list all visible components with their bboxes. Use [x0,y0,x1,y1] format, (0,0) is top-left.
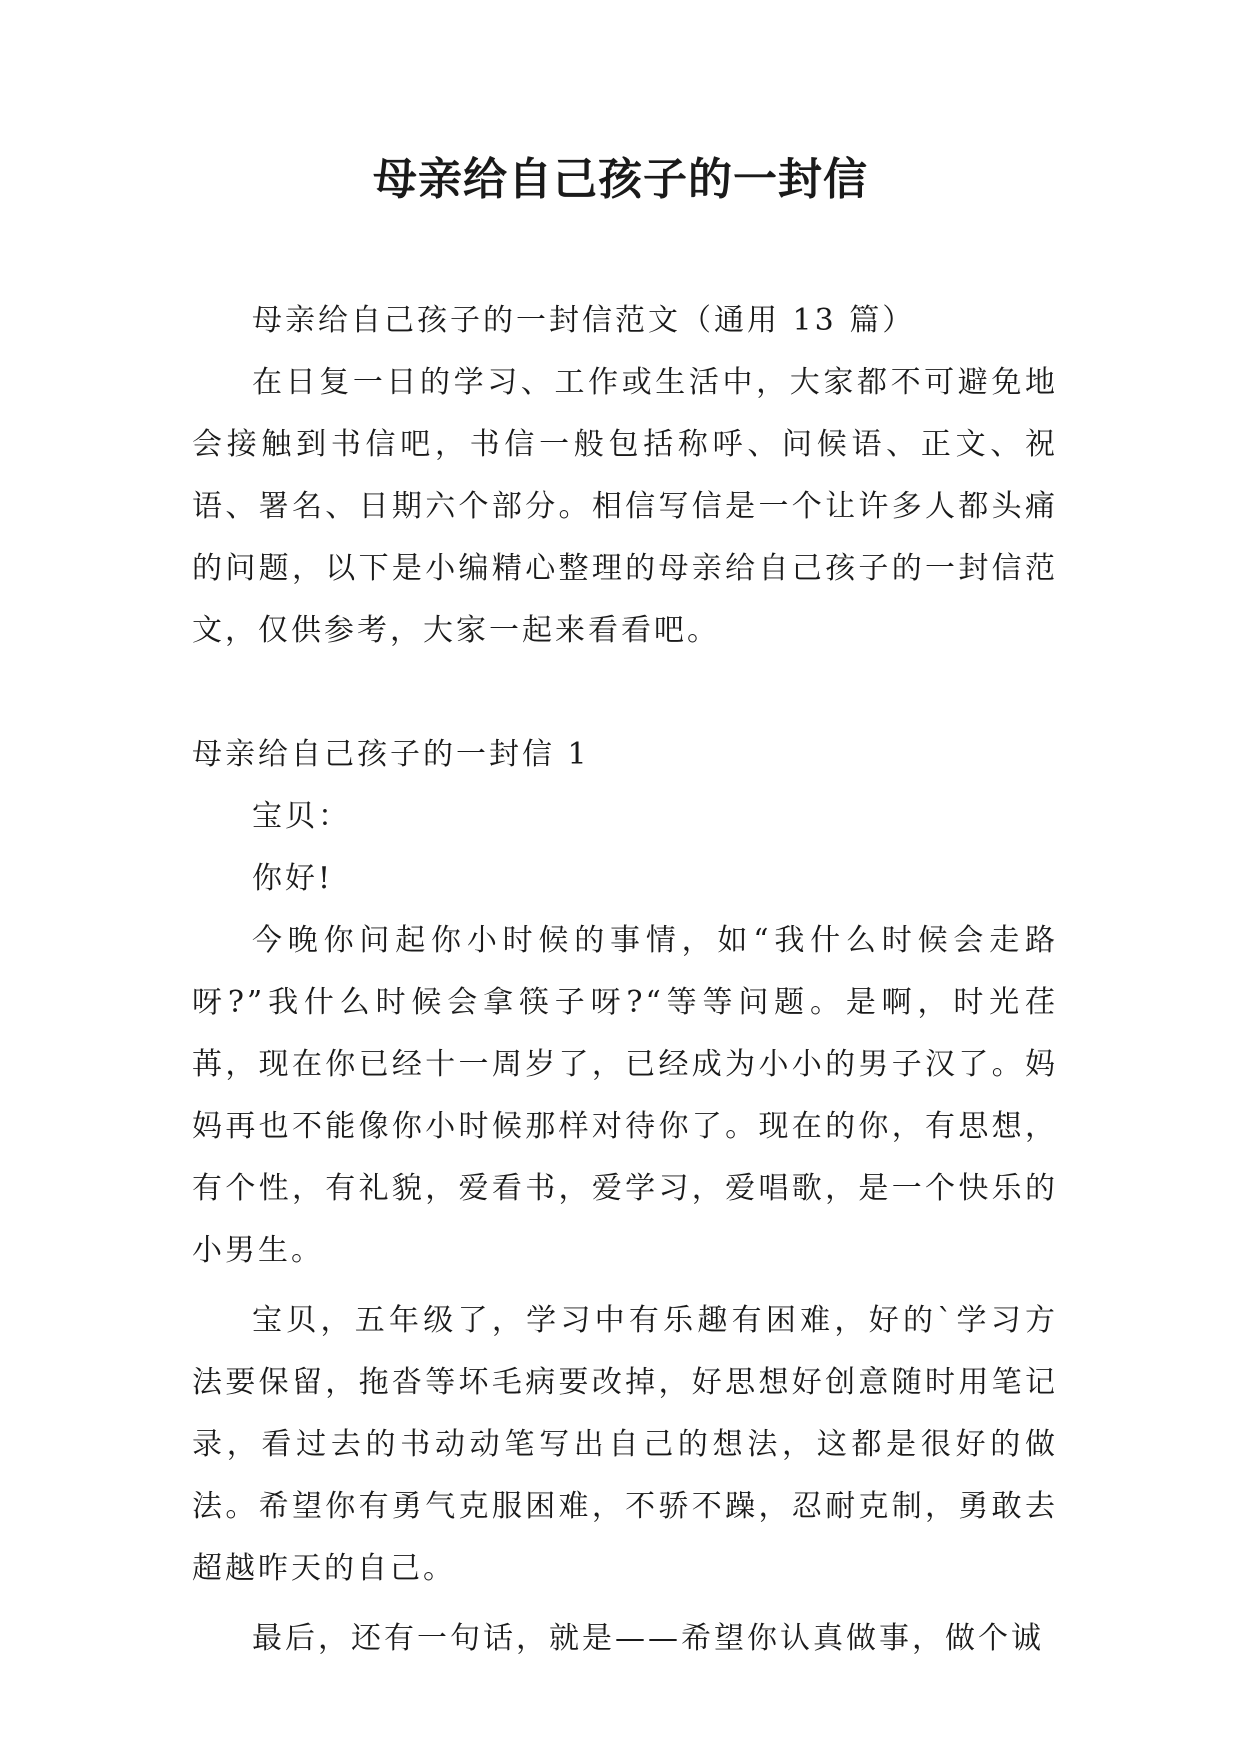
salutation: 宝贝： [252,799,351,834]
section-heading: 母亲给自己孩子的一封信 1 [192,737,590,772]
body-paragraph: 今晚你问起你小时候的事情，如“我什么时候会走路呀?”我什么时候会拿筷子呀?“等等问题。是啊，时光荏苒，现在你已经十一周岁了，已经成为小小的男子汉了。妈妈再也不能像你小时候那样对待你了。现在的你，有思想，有个性，有礼貌，爱看书，爱学习，爱唱歌，是一个快乐的小男生。 [192,923,1058,1268]
body-paragraph: 最后，还有一句话，就是——希望你认真做事，做个诚 [252,1621,1044,1656]
document-body [192,290,1058,1670]
body-paragraph: 宝贝，五年级了，学习中有乐趣有困难，好的`学习方法要保留，拖沓等坏毛病要改掉，好思想好创意随时用笔记录，看过去的书动动笔写出自己的想法，这都是很好的做法。希望你有勇气克服困难，不骄不躁，忍耐克制，勇敢去超越昨天的自己。 [192,1303,1058,1586]
greeting: 你好! [252,861,334,896]
page-title: 母亲给自己孩子的一封信 [373,154,868,205]
intro-paragraph: 在日复一日的学习、工作或生活中，大家都不可避免地会接触到书信吧，书信一般包括称呼、问候语、正文、祝语、署名、日期六个部分。相信写信是一个让许多人都头痛的问题，以下是小编精心整理的母亲给自己孩子的一封信范文，仅供参考，大家一起来看看吧。 [192,365,1058,648]
subtitle-paragraph: 母亲给自己孩子的一封信范文（通用 13 篇） [252,303,916,338]
